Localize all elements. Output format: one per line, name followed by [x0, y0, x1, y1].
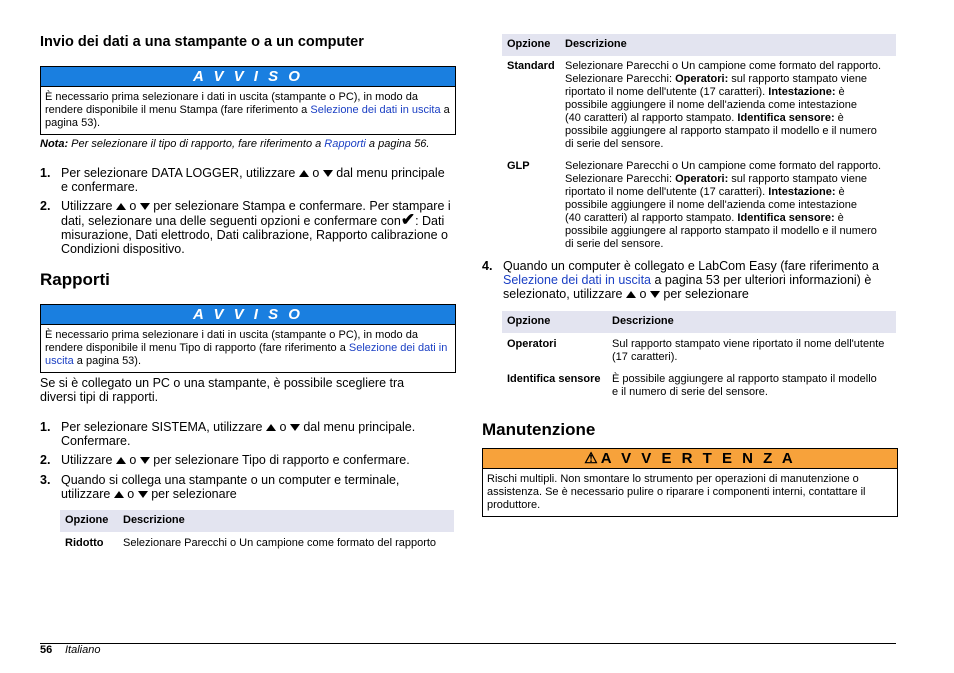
- arrow-up-icon: [116, 203, 126, 210]
- table-cell-option: Identifica sensore: [507, 373, 601, 385]
- step-text: Per selezionare DATA LOGGER, utilizzare o dal menu principale e confermare.: [61, 166, 445, 194]
- arrow-up-icon: [266, 424, 276, 431]
- step-number: 2.: [40, 199, 51, 213]
- step-text: Utilizzare o per selezionare Stampa e confermare. Per stampare i dati, selezionare una delle seguenti opzioni e confermare con✔: Dati misurazione, Dati elettrodo, Dati calibrazione, Rapporto calibrazione o Condizioni dispositivo.: [61, 199, 451, 256]
- table-cell-option: Ridotto: [65, 537, 104, 549]
- arrow-down-icon: [140, 457, 150, 464]
- link-rapporti[interactable]: Rapporti: [324, 138, 366, 150]
- avvertenza-box: [482, 448, 898, 517]
- arrow-down-icon: [650, 291, 660, 298]
- avviso-box-1: [40, 66, 456, 135]
- arrow-down-icon: [290, 424, 300, 431]
- link-selezione-dati[interactable]: Selezione dei dati in uscita: [45, 342, 448, 367]
- step-text: Utilizzare o per selezionare Tipo di rapporto e confermare.: [61, 453, 410, 467]
- table-cell-desc: Selezionare Parecchi o Un campione come formato del rapporto. Selezionare Parecchi: Operatori: sul rapporto stampato viene riportato il nome dell'utente (17 caratteri). Intestazione: è possibile aggiungere il nome dell'azienda come intestazione (40 caratteri) al rapporto stampato. Identifica sensore: è possibile aggiungere al rapporto stampato il modello e il numero di serie del sensore.: [565, 160, 882, 250]
- section-title-manutenzione: Manutenzione: [482, 420, 596, 439]
- arrow-down-icon: [323, 170, 333, 177]
- table-cell-desc: Selezionare Parecchi o Un campione come formato del rapporto. Selezionare Parecchi: Operatori: sul rapporto stampato viene riportato il nome dell'utente (17 caratteri). Intestazione: è possibile aggiungere il nome dell'azienda come intestazione (40 caratteri) al rapporto stampato. Identifica sensore: è possibile aggiungere al rapporto stampato il modello e il numero di serie del sensore.: [565, 60, 882, 150]
- avviso-body: È necessario prima selezionare i dati in uscita (stampante o PC), in modo da rendere disponibile il menu Tipo di rapporto (fare riferimento a Selezione dei dati in uscita a pagina 53).: [45, 329, 448, 367]
- footer-rule: [40, 643, 896, 644]
- step-number: 4.: [482, 259, 493, 273]
- table-header: Opzione Descrizione: [60, 510, 454, 532]
- check-icon: ✔: [400, 210, 416, 229]
- avviso-box-2: [40, 304, 456, 373]
- table-header: Opzione Descrizione: [502, 311, 896, 333]
- rapporti-intro: Se si è collegato un PC o una stampante, è possibile scegliere tra diversi tipi di rapporti.: [40, 376, 405, 404]
- step-number: 3.: [40, 473, 51, 487]
- arrow-down-icon: [138, 491, 148, 498]
- table-cell-desc: È possibile aggiungere al rapporto stampato il modello e il numero di serie del sensore.: [612, 373, 877, 398]
- arrow-up-icon: [114, 491, 124, 498]
- step-text: Quando si collega una stampante o un computer e terminale, utilizzare o per selezionare: [61, 473, 400, 501]
- avvertenza-header: ⚠A V V E R T E N Z A: [483, 449, 897, 469]
- table-header: Opzione Descrizione: [502, 34, 896, 56]
- step-number: 1.: [40, 166, 51, 180]
- table-cell-option: GLP: [507, 160, 530, 172]
- arrow-up-icon: [626, 291, 636, 298]
- arrow-up-icon: [116, 457, 126, 464]
- arrow-up-icon: [299, 170, 309, 177]
- step-text: Per selezionare SISTEMA, utilizzare o dal menu principale. Confermare.: [61, 420, 416, 448]
- table-cell-option: Operatori: [507, 338, 557, 350]
- step-number: 2.: [40, 453, 51, 467]
- avviso-header: A V V I S O: [41, 67, 455, 87]
- step-number: 1.: [40, 420, 51, 434]
- section-title-rapporti: Rapporti: [40, 270, 110, 289]
- avviso-header: A V V I S O: [41, 305, 455, 325]
- page-number: 56: [40, 644, 53, 656]
- table-cell-desc: Sul rapporto stampato viene riportato il nome dell'utente (17 caratteri).: [612, 338, 885, 363]
- table-cell-desc: Selezionare Parecchi o Un campione come formato del rapporto: [123, 537, 437, 549]
- section-title-invio: Invio dei dati a una stampante o a un computer: [40, 34, 364, 50]
- link-selezione-dati[interactable]: Selezione dei dati in uscita: [503, 273, 652, 287]
- warning-icon: ⚠: [584, 450, 601, 467]
- avvertenza-body: Rischi multipli. Non smontare lo strumento per operazioni di manutenzione o assistenza. Se è necessario pulire o riparare i componenti interni, contattare il produttore.: [487, 473, 866, 511]
- nota: Nota: Per selezionare il tipo di rapporto, fare riferimento a Rapporti a pagina 56.: [40, 138, 430, 150]
- arrow-down-icon: [140, 203, 150, 210]
- footer-language: Italiano: [65, 644, 101, 656]
- link-selezione-dati[interactable]: Selezione dei dati in uscita: [310, 104, 441, 116]
- step-text: Quando un computer è collegato e LabCom Easy (fare riferimento a Selezione dei dati in uscita a pagina 53 per ulteriori informazioni) è selezionato, utilizzare o per selezionare: [503, 259, 879, 301]
- table-cell-option: Standard: [507, 60, 555, 72]
- avviso-body: È necessario prima selezionare i dati in uscita (stampante o PC), in modo da rendere disponibile il menu Stampa (fare riferimento a Selezione dei dati in uscita a pagina 53).: [45, 91, 450, 129]
